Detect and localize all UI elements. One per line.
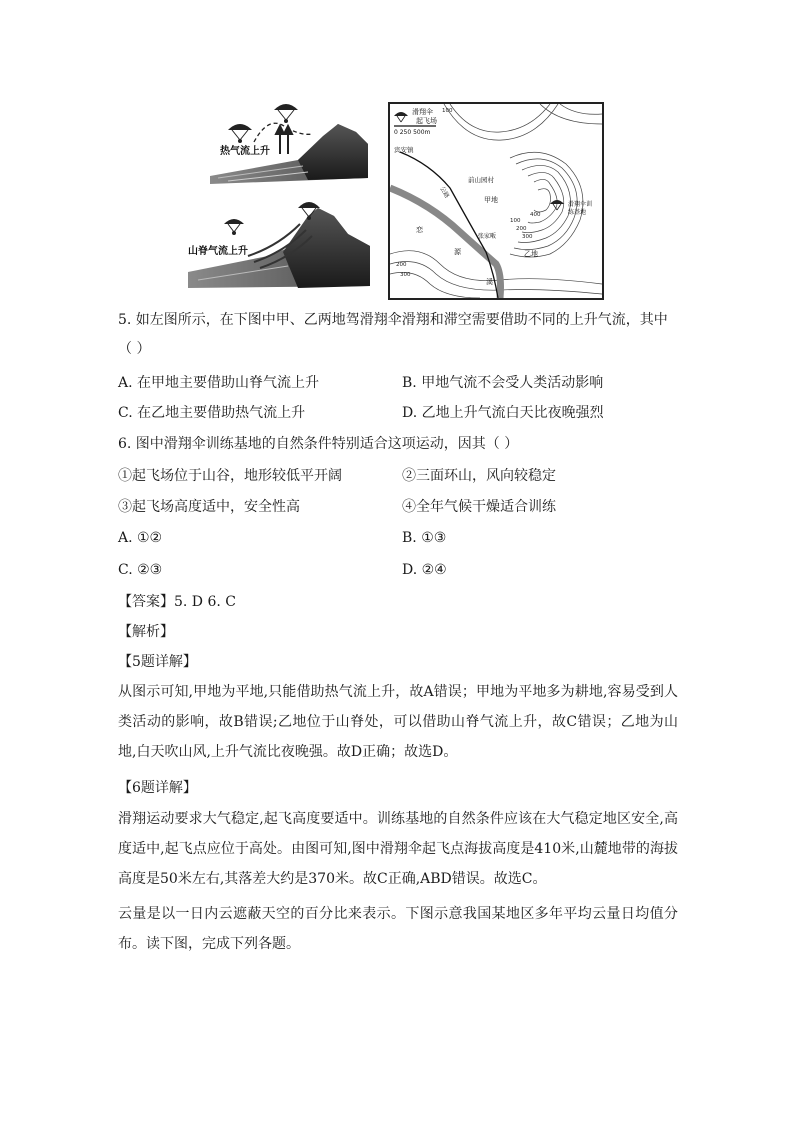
q6-statement-2: ②三面环山，风向较稳定 <box>402 468 556 484</box>
svg-text:300: 300 <box>400 272 411 278</box>
paraglider-icon <box>224 219 244 235</box>
town-label: 宾安镇 <box>394 146 414 154</box>
zhangjia-label: 张家畈 <box>478 233 497 240</box>
q5-option-d: D. 乙地上升气流白天比夜晚强烈 <box>402 405 604 421</box>
q5-detail-text: 从图示可知,甲地为平地,只能借助热气流上升，故A错误；甲地为平地多为耕地,容易受到人类活动的影响，故B错误;乙地位于山脊处，可以借助山脊气流上升，故C错误；乙地为山地,白天吹山风,上升气流比夜晚强。故D正确；故选D。 <box>118 684 678 760</box>
river <box>390 188 501 298</box>
q5-stem: 5. 如左图所示，在下图中甲、乙两地驾滑翔伞滑翔和滞空需要借助不同的上升气流，其中 <box>118 312 668 328</box>
airflow-illustration-svg <box>188 96 370 292</box>
svg-text:100: 100 <box>510 218 521 224</box>
contour-map <box>388 102 604 300</box>
svg-text:200: 200 <box>516 226 527 232</box>
svg-text:200: 200 <box>396 262 407 268</box>
svg-text:400: 400 <box>530 212 541 218</box>
legend-title-1: 滑翔伞 <box>412 108 433 116</box>
yi-label: 乙地 <box>524 250 538 258</box>
map-legend <box>394 107 437 136</box>
thermal-label: 热气流上升 <box>220 146 270 157</box>
next-question-intro: 云量是以一日内云遮蔽天空的百分比来表示。下图示意我国某地区多年平均云量日均值分布。读下图，完成下列各题。 <box>118 906 678 952</box>
river-label-2: 源 <box>454 248 461 256</box>
q5-detail-heading: 【5题详解】 <box>118 654 197 670</box>
river-label-1: 恋 <box>416 226 423 234</box>
ridge-label: 山脊气流上升 <box>188 246 248 257</box>
base-label-2: 练基地 <box>568 209 587 216</box>
airflow-illustration <box>188 96 370 292</box>
base-label-1: 滑翔伞训 <box>568 201 593 208</box>
river-label-3: 溪 <box>486 278 493 286</box>
q6-statement-3: ③起飞场高度适中，安全性高 <box>118 499 300 515</box>
q6-option-c: C. ②③ <box>118 562 163 578</box>
road-label: 公路 <box>438 185 451 200</box>
jia-label: 甲地 <box>484 196 498 204</box>
thermal-arrows <box>276 126 292 154</box>
q6-option-d: D. ②④ <box>402 562 447 578</box>
q6-statement-1: ①起飞场位于山谷，地形较低平开阔 <box>118 468 342 484</box>
village-label: 前山园村 <box>468 176 494 184</box>
q6-statement-4: ④全年气候干燥适合训练 <box>402 499 556 515</box>
q6-option-b: B. ①③ <box>402 530 447 546</box>
paraglider-icon <box>274 104 298 123</box>
paraglider-icon <box>394 112 408 116</box>
q5-option-a: A. 在甲地主要借助山脊气流上升 <box>118 375 320 391</box>
q6-option-a: A. ①② <box>118 530 163 546</box>
legend-title-2: 起飞场 <box>416 117 437 125</box>
q5-option-b: B. 甲地气流不会受人类活动影响 <box>402 375 604 391</box>
q6-detail-heading: 【6题详解】 <box>118 780 197 796</box>
paraglider-icon <box>550 200 564 204</box>
contour-map-svg <box>390 104 602 298</box>
q6-stem: 6. 图中滑翔伞训练基地的自然条件特别适合这项运动，因其（ ） <box>118 436 519 452</box>
svg-text:100: 100 <box>442 108 453 114</box>
answer-line: 【答案】5. D 6. C <box>118 594 237 610</box>
q6-detail-text: 滑翔运动要求大气稳定,起飞高度要适中。训练基地的自然条件应该在大气稳定地区安全,高度适中,起飞点应位于高处。由图可知,图中滑翔伞起飞点海拔高度是410米,山麓地带的海拔高度是50米左右,其落差大约是370米。故C正确,ABD错误。故选C。 <box>118 811 678 887</box>
svg-text:300: 300 <box>522 234 533 240</box>
q5-paren: （ ） <box>118 341 151 357</box>
analysis-heading: 【解析】 <box>118 624 174 640</box>
scale-text: 0 250 500m <box>394 129 431 136</box>
paraglider-icon <box>228 124 252 143</box>
q5-option-c: C. 在乙地主要借助热气流上升 <box>118 405 306 421</box>
